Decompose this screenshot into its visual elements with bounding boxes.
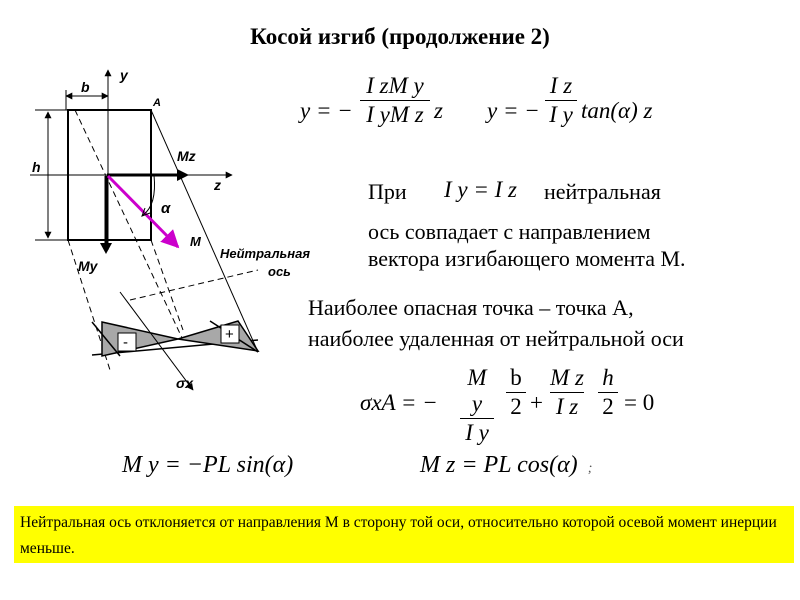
condition-text	[368, 178, 788, 272]
formula-1-den: I yM z	[366, 102, 424, 127]
formula-3-num3: M z	[550, 365, 584, 390]
condition-math: I y = I z	[444, 177, 517, 202]
formula-3-den4: 2	[602, 394, 614, 419]
condition-prefix: При	[368, 179, 407, 204]
formula-2-tail: tan(α) z	[581, 98, 653, 123]
label-z: z	[214, 177, 221, 193]
formula-3-den3: I z	[555, 394, 579, 419]
formula-1-lhs: y = −	[300, 98, 353, 123]
formula-3-tail: = 0	[624, 390, 655, 415]
label-alpha: α	[161, 200, 171, 217]
danger-point-text	[308, 294, 788, 352]
projection-line-right	[151, 240, 183, 330]
formula-2-den: I y	[549, 102, 573, 127]
label-neutral-line2: ось	[268, 264, 291, 279]
condition-line2: ось совпадает с направлением	[368, 219, 651, 244]
danger-line1: Наиболее опасная точка – точка А,	[308, 295, 634, 320]
formula-3-plus: +	[530, 390, 543, 415]
formula-3-den1: I y	[465, 420, 489, 445]
condition-line3: вектора изгибающего момента М.	[368, 246, 686, 271]
label-neutral-line1: Нейтральная	[220, 246, 310, 261]
formula-1-tail: z	[434, 98, 443, 123]
projection-line-A	[151, 110, 258, 352]
formula-3-num4: h	[602, 365, 614, 390]
label-plus: +	[225, 326, 234, 343]
formula-3	[360, 365, 680, 445]
label-b: b	[81, 79, 90, 95]
note-text: Нейтральная ось отклоняется от направления М в сторону той оси, относительно которой осевой момент инерции меньше.	[20, 514, 777, 557]
formula-3-lhs: σxA = −	[360, 390, 438, 415]
highlighted-note	[14, 506, 794, 563]
formula-1-num: I zM y	[366, 73, 424, 98]
formula-2	[487, 73, 677, 153]
formula-4: M y = −PL sin(α)	[122, 452, 294, 478]
formula-3-num2: b	[510, 365, 522, 390]
label-minus: -	[123, 334, 128, 351]
formula-2-num: I z	[549, 73, 573, 98]
formula-5-tail: ;	[587, 461, 593, 476]
formula-2-lhs: y = −	[487, 98, 540, 123]
my-vector-head	[100, 243, 112, 254]
label-my: My	[78, 258, 98, 274]
mz-vector-head	[177, 169, 189, 181]
label-A: A	[153, 97, 161, 109]
formula-3-den2: 2	[510, 394, 522, 419]
danger-line2: наиболее удаленная от нейтральной оси	[308, 326, 684, 351]
label-mz: Mz	[177, 148, 196, 164]
formula-5	[420, 452, 592, 479]
label-M: M	[190, 234, 201, 249]
label-h: h	[32, 159, 41, 175]
formula-3-num1: M y	[467, 365, 487, 416]
label-sigma: σx	[176, 375, 194, 391]
formula-5-body: M z = PL cos(α)	[420, 452, 578, 478]
formula-1	[300, 73, 450, 153]
neutral-axis-leader	[130, 270, 258, 300]
condition-suffix: нейтральная	[544, 179, 661, 204]
label-y: y	[120, 67, 128, 83]
page-title: Косой изгиб (продолжение 2)	[250, 24, 550, 49]
